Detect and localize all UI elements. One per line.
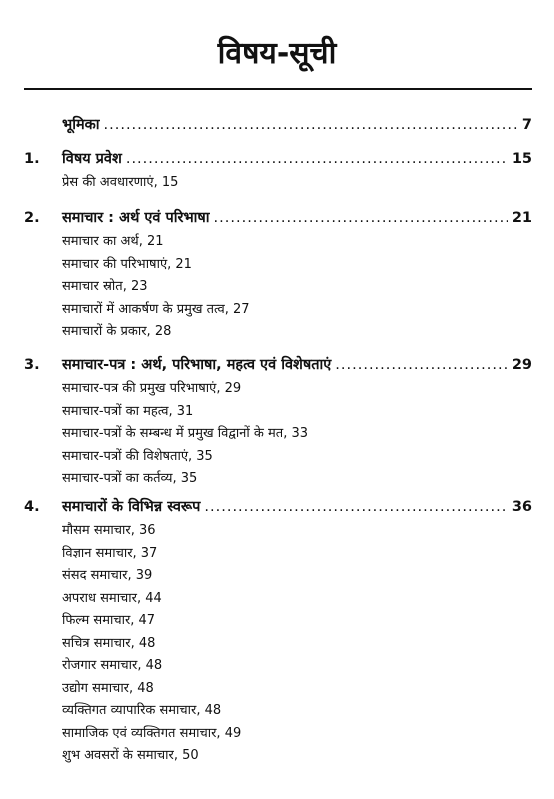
toc-entry [0, 352, 554, 491]
dot-leader [104, 112, 518, 138]
toc-heading-row [0, 112, 554, 138]
subtopic-item: समाचारों में आकर्षण के प्रमुख तत्व, 27 [62, 301, 250, 317]
chapter-heading [62, 352, 532, 378]
toc-heading-row [0, 205, 554, 231]
subtopic-item: उद्योग समाचार, 48 [62, 680, 154, 696]
chapter-title: समाचार : अर्थ एवं परिभाषा [62, 210, 210, 226]
dot-leader [214, 205, 508, 231]
toc-entry [0, 205, 554, 344]
subtopic-item: सचित्र समाचार, 48 [62, 635, 156, 651]
chapter-heading [62, 205, 532, 231]
subtopic-item: मौसम समाचार, 36 [62, 523, 156, 538]
subtopic-item: समाचार की परिभाषाएं, 21 [62, 256, 192, 272]
subtopic-item: समाचार-पत्रों का कर्तव्य, 35 [62, 471, 198, 486]
subtopic-item: शुभ अवसरों के समाचार, 50 [62, 748, 199, 763]
subtopic-item: प्रेस की अवधारणाएं, 15 [62, 175, 179, 190]
chapter-number: 1. [24, 151, 40, 167]
chapter-number: 3. [24, 357, 40, 373]
chapter-heading [62, 494, 532, 520]
title-divider [24, 88, 532, 90]
toc-heading-row [0, 352, 554, 378]
subtopic-item: समाचार-पत्र की प्रमुख परिभाषाएं, 29 [62, 381, 242, 396]
subtopic-item: विज्ञान समाचार, 37 [62, 545, 158, 561]
subtopic-list [62, 231, 554, 344]
toc-entry [0, 494, 554, 768]
subtopic-item: व्यक्तिगत व्यापारिक समाचार, 48 [62, 703, 222, 718]
chapter-title: भूमिका [62, 117, 100, 133]
subtopic-item: समाचार-पत्रों की विशेषताएं, 35 [62, 448, 213, 464]
chapter-heading [62, 112, 532, 138]
page-number: 21 [511, 210, 532, 226]
chapter-number: 4. [24, 499, 40, 515]
subtopic-list [62, 520, 554, 768]
chapter-heading [62, 146, 532, 172]
subtopic-item: सामाजिक एवं व्यक्तिगत समाचार, 49 [62, 725, 242, 741]
subtopic-item: समाचार का अर्थ, 21 [62, 234, 164, 249]
dot-leader [204, 494, 507, 520]
subtopic-item: समाचार-पत्रों के सम्बन्ध में प्रमुख विद्वानों के मत, 33 [62, 426, 309, 441]
subtopic-item: समाचारों के प्रकार, 28 [62, 324, 172, 339]
toc-heading-row [0, 146, 554, 172]
subtopic-item: फिल्म समाचार, 47 [62, 613, 156, 628]
dot-leader [126, 146, 508, 172]
subtopic-item: समाचार-पत्रों का महत्व, 31 [62, 403, 194, 419]
chapter-title: समाचारों के विभिन्न स्वरूप [62, 499, 201, 515]
subtopic-list [62, 172, 554, 195]
chapter-number: 2. [24, 210, 40, 226]
toc-heading-row [0, 494, 554, 520]
page-number: 7 [521, 117, 532, 133]
subtopic-item: संसद समाचार, 39 [62, 568, 153, 583]
subtopic-item: रोजगार समाचार, 48 [62, 658, 163, 673]
dot-leader [335, 352, 508, 378]
page-title: विषय-सूची [217, 36, 337, 71]
subtopic-list [62, 378, 554, 491]
subtopic-item: समाचार स्रोत, 23 [62, 279, 148, 294]
page-number: 29 [511, 357, 532, 373]
page-number: 15 [511, 151, 532, 167]
chapter-title: विषय प्रवेश [62, 151, 122, 167]
subtopic-item: अपराध समाचार, 44 [62, 590, 162, 606]
page-number: 36 [511, 499, 532, 515]
toc-entry [0, 112, 554, 138]
toc-entry [0, 146, 554, 195]
chapter-title: समाचार-पत्र : अर्थ, परिभाषा, महत्व एवं विशेषताएं [62, 357, 332, 373]
